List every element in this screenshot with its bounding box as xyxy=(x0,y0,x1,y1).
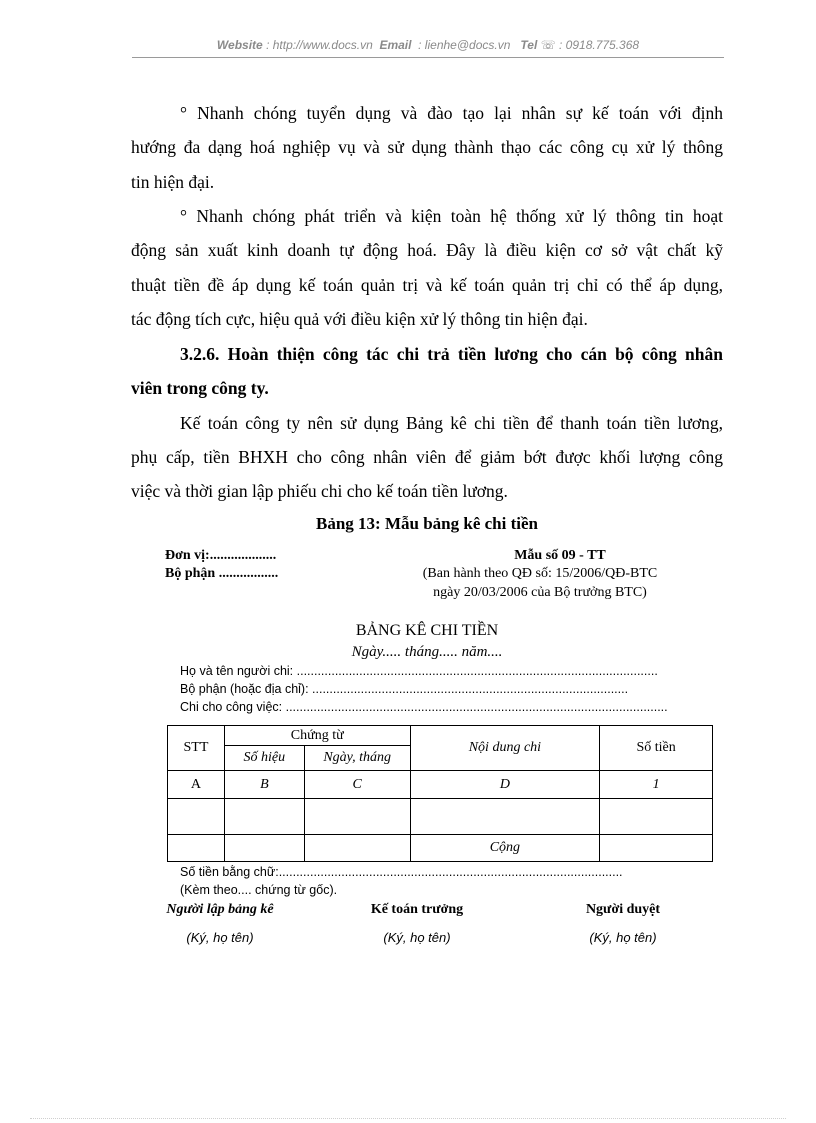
table-cell: B xyxy=(224,771,304,799)
paragraph-3-line-3: việc và thời gian lập phiếu chi cho kế toán tiền lương. xyxy=(131,481,508,501)
table-cell: A xyxy=(168,771,225,799)
table-header-row xyxy=(168,726,713,746)
amount-header: Số tiền xyxy=(600,726,713,771)
voucher-group-header: Chứng từ xyxy=(224,726,410,746)
attached-documents-note: (Kèm theo.... chứng từ gốc). xyxy=(180,883,338,897)
form-date-line: Ngày..... tháng..... năm.... xyxy=(351,644,503,660)
paragraph-1-line-2: hướng đa dạng hoá nghiệp vụ và sử dụng thành thạo các công cụ xử lý thông xyxy=(131,137,723,157)
website-label: Website xyxy=(216,38,263,52)
phone-icon: ☏ xyxy=(540,38,556,52)
form-issued-line-1: (Ban hành theo QĐ số: 15/2006/QĐ-BTC xyxy=(422,566,658,581)
email-label: Email xyxy=(379,38,412,52)
section-heading-line-2: viên trong công ty. xyxy=(131,378,269,398)
stt-header: STT xyxy=(168,726,225,771)
signer-preparer-note: (Ký, họ tên) xyxy=(186,930,254,945)
paragraph-3-line-1: Kế toán công ty nên sử dụng Bảng kê chi tiền để thanh toán tiền lương, xyxy=(180,413,723,433)
form-issued-line-2: ngày 20/03/2006 của Bộ trưởng BTC) xyxy=(433,585,647,600)
paragraph-3-line-2: phụ cấp, tiền BHXH cho công nhân viên để giảm bớt được khối lượng công xyxy=(131,447,723,467)
table-cell xyxy=(224,835,304,862)
header-divider xyxy=(132,57,724,58)
website-value: : http://www.docs.vn xyxy=(266,38,373,52)
table-cell xyxy=(410,799,600,835)
purpose-field: Chi cho công việc: .............................................................................................................. xyxy=(180,700,668,714)
voucher-date-header: Ngày, tháng xyxy=(304,746,410,771)
table-cell xyxy=(168,799,225,835)
table-total-row xyxy=(168,835,713,862)
table-caption: Bảng 13: Mẫu bảng kê chi tiền xyxy=(316,514,538,533)
paragraph-2-line-2: động sản xuất kinh doanh tự động hoá. Đây là điều kiện cơ sở vật chất kỹ xyxy=(131,240,723,260)
table-cell xyxy=(600,799,713,835)
table-row xyxy=(168,799,713,835)
page-bottom-divider xyxy=(30,1118,786,1119)
email-value: : lienhe@docs.vn xyxy=(418,38,511,52)
table-cell xyxy=(304,799,410,835)
signer-approver-note: (Ký, họ tên) xyxy=(589,930,657,945)
signer-chief-accountant-note: (Ký, họ tên) xyxy=(383,930,451,945)
table-cell: C xyxy=(304,771,410,799)
paragraph-2-line-1: ° Nhanh chóng phát triển và kiện toàn hệ thống xử lý thông tin hoạt xyxy=(180,206,723,226)
signer-approver-title: Người duyệt xyxy=(585,902,661,917)
table-cell xyxy=(224,799,304,835)
table-code-row xyxy=(168,771,713,799)
amount-in-words-field: Số tiền bằng chữ:................................................................................................... xyxy=(180,865,623,879)
page-header xyxy=(132,38,724,52)
table-cell xyxy=(168,835,225,862)
form-unit: Đơn vị:................... xyxy=(165,548,277,563)
signer-preparer-title: Người lập bảng kê xyxy=(166,902,274,917)
form-department: Bộ phận ................. xyxy=(165,566,279,581)
table-cell: 1 xyxy=(600,771,713,799)
tel-value: : 0918.775.368 xyxy=(559,38,640,52)
tel-label: Tel xyxy=(520,38,538,52)
content-header: Nội dung chi xyxy=(410,726,600,771)
voucher-no-header: Số hiệu xyxy=(224,746,304,771)
payment-list-table xyxy=(167,725,713,862)
paragraph-2-line-4: tác động tích cực, hiệu quả với điều kiện xử lý thông tin hiện đại. xyxy=(131,309,588,329)
paragraph-1-line-1: ° Nhanh chóng tuyển dụng và đào tạo lại nhân sự kế toán với định xyxy=(180,103,723,123)
total-label: Cộng xyxy=(410,835,600,862)
signer-chief-accountant-title: Kế toán trưởng xyxy=(370,902,464,917)
table-cell xyxy=(600,835,713,862)
paragraph-2-line-3: thuật tiền đề áp dụng kế toán quản trị và kế toán quản trị chỉ có thể áp dụng, xyxy=(131,275,723,295)
paragraph-1-line-3: tin hiện đại. xyxy=(131,172,215,192)
section-heading-line-1: 3.2.6. Hoàn thiện công tác chi trả tiền lương cho cán bộ công nhân xyxy=(180,344,723,364)
form-title: BẢNG KÊ CHI TIỀN xyxy=(355,622,499,639)
payer-name-field: Họ và tên người chi: ........................................................................................................ xyxy=(180,664,658,678)
table-cell xyxy=(304,835,410,862)
dept-address-field: Bộ phận (hoặc địa chỉ): ........................................................................................... xyxy=(180,682,629,696)
form-number: Mẫu số 09 - TT xyxy=(514,548,606,563)
table-cell: D xyxy=(410,771,600,799)
